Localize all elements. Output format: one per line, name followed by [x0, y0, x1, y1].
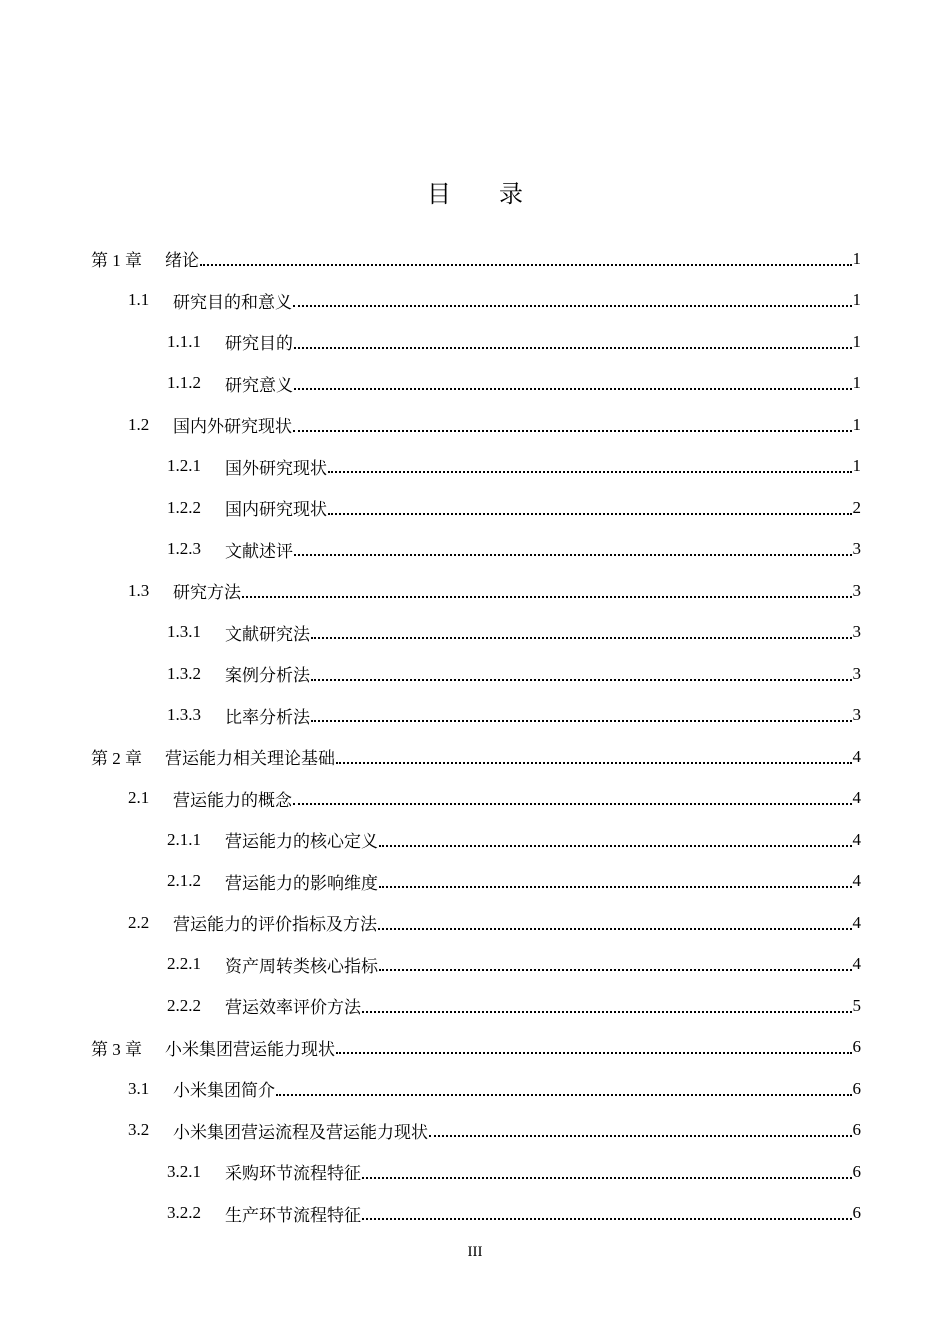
- toc-entry[interactable]: [0, 446, 950, 488]
- toc-entry[interactable]: [0, 363, 950, 405]
- toc-dot-leader: [379, 871, 852, 891]
- toc-entry[interactable]: [0, 1110, 950, 1152]
- toc-dot-leader: [294, 373, 852, 393]
- toc-dot-leader: [311, 664, 852, 684]
- toc-dot-leader: [336, 1037, 852, 1057]
- toc-dot-leader: [294, 539, 852, 559]
- toc-entry[interactable]: [0, 778, 950, 820]
- toc-entry[interactable]: [0, 529, 950, 571]
- toc-entry-title: 国内外研究现状: [173, 417, 292, 437]
- toc-entry-number: 1.2.1: [167, 456, 201, 476]
- toc-dot-leader: [276, 1079, 852, 1099]
- toc-dot-leader: [294, 332, 852, 352]
- toc-entry-title: 营运能力的概念: [173, 790, 292, 810]
- toc-dot-leader: [362, 1162, 852, 1182]
- toc-entry-page: 4: [852, 912, 861, 932]
- toc-entry-title: 比率分析法: [225, 707, 310, 727]
- toc-entry-page: 3: [852, 539, 861, 559]
- toc-entry-title: 研究方法: [173, 583, 241, 603]
- toc-entry-title: 文献研究法: [225, 624, 310, 644]
- toc-entry-title: 国内研究现状: [225, 500, 327, 520]
- toc-entry-page: 4: [852, 746, 861, 766]
- toc-entry[interactable]: [0, 321, 950, 363]
- toc-dot-leader: [379, 830, 852, 850]
- toc-entry[interactable]: [0, 819, 950, 861]
- toc-entry[interactable]: [0, 736, 950, 778]
- toc-entry[interactable]: [0, 1068, 950, 1110]
- toc-entry-title: 营运能力的评价指标及方法: [173, 915, 377, 935]
- toc-dot-leader: [311, 622, 852, 642]
- toc-dot-leader: [293, 788, 852, 808]
- toc-dot-leader: [242, 581, 852, 601]
- toc-entry-number: 2.1: [128, 788, 150, 808]
- toc-entry-page: 6: [852, 1120, 861, 1140]
- toc-entry-title: 国外研究现状: [225, 458, 327, 478]
- toc-entry-number: 1.3.1: [167, 622, 201, 642]
- toc-entry-number: 第 1 章: [91, 251, 142, 271]
- toc-dot-leader: [311, 705, 852, 725]
- toc-entry-title: 研究目的: [225, 334, 293, 354]
- toc-entry-title: 案例分析法: [225, 666, 310, 686]
- toc-entry-page: 1: [852, 290, 861, 310]
- toc-entry[interactable]: [0, 653, 950, 695]
- toc-entry[interactable]: [0, 985, 950, 1027]
- toc-entry-page: 4: [852, 871, 861, 891]
- toc-entry-page: 1: [852, 373, 861, 393]
- toc-entry-page: 6: [852, 1037, 861, 1057]
- toc-entry-number: 1.1.2: [167, 373, 201, 393]
- toc-entry-number: 3.2.2: [167, 1203, 201, 1223]
- toc-dot-leader: [293, 290, 852, 310]
- toc-entry-page: 1: [852, 331, 861, 351]
- toc-dot-leader: [328, 498, 852, 518]
- toc-dot-leader: [362, 1203, 852, 1223]
- toc-entry-number: 1.3: [128, 580, 150, 600]
- toc-entry[interactable]: [0, 487, 950, 529]
- toc-dot-leader: [379, 954, 852, 974]
- toc-entry-number: 1.3.2: [167, 663, 201, 683]
- toc-entry-page: 4: [852, 829, 861, 849]
- toc-entry-number: 3.2: [128, 1120, 150, 1140]
- toc-entry-number: 3.2.1: [167, 1161, 201, 1181]
- toc-dot-leader: [378, 913, 852, 933]
- toc-entry-number: 第 3 章: [91, 1039, 142, 1059]
- toc-entry[interactable]: [0, 902, 950, 944]
- toc-list: [0, 238, 950, 1234]
- toc-dot-leader: [293, 415, 852, 435]
- toc-entry-title: 生产环节流程特征: [225, 1205, 361, 1225]
- toc-dot-leader: [200, 249, 852, 269]
- toc-entry-number: 1.3.3: [167, 705, 201, 725]
- toc-entry-page: 3: [852, 580, 861, 600]
- toc-entry-page: 1: [852, 456, 861, 476]
- toc-entry-number: 2.1.1: [167, 829, 201, 849]
- toc-entry-number: 2.2.1: [167, 954, 201, 974]
- toc-entry-title: 小米集团营运能力现状: [165, 1039, 335, 1060]
- toc-entry[interactable]: [0, 861, 950, 903]
- toc-entry[interactable]: [0, 1151, 950, 1193]
- toc-entry-number: 2.2: [128, 912, 150, 932]
- toc-title: 目录: [427, 180, 571, 208]
- toc-entry[interactable]: [0, 1027, 950, 1069]
- toc-entry-number: 2.1.2: [167, 871, 201, 891]
- toc-entry-title: 小米集团营运流程及营运能力现状: [173, 1122, 428, 1142]
- toc-entry[interactable]: [0, 570, 950, 612]
- toc-entry-page: 1: [852, 414, 861, 434]
- toc-dot-leader: [362, 996, 852, 1016]
- toc-entry[interactable]: [0, 695, 950, 737]
- toc-dot-leader: [429, 1120, 852, 1140]
- toc-entry-page: 6: [852, 1203, 861, 1223]
- toc-entry-page: 6: [852, 1161, 861, 1181]
- toc-entry-title: 营运能力相关理论基础: [165, 749, 335, 770]
- toc-entry[interactable]: [0, 612, 950, 654]
- toc-entry-page: 3: [852, 663, 861, 683]
- toc-dot-leader: [328, 456, 852, 476]
- toc-entry-title: 研究目的和意义: [173, 292, 292, 312]
- toc-entry-title: 绪论: [165, 251, 199, 272]
- toc-entry-page: 3: [852, 622, 861, 642]
- toc-entry-number: 3.1: [128, 1078, 150, 1098]
- toc-entry-page: 4: [852, 954, 861, 974]
- toc-entry[interactable]: [0, 280, 950, 322]
- toc-entry-number: 2.2.2: [167, 995, 201, 1015]
- page-number-footer: III: [467, 1244, 483, 1260]
- toc-dot-leader: [336, 747, 852, 767]
- toc-entry-number: 1.1: [128, 290, 150, 310]
- toc-entry-page: 1: [852, 248, 861, 268]
- toc-entry-title: 资产周转类核心指标: [225, 956, 378, 976]
- toc-entry-page: 2: [852, 497, 861, 517]
- toc-entry-page: 3: [852, 705, 861, 725]
- toc-entry-page: 5: [852, 995, 861, 1015]
- toc-entry[interactable]: [0, 944, 950, 986]
- toc-entry-title: 研究意义: [225, 375, 293, 395]
- toc-entry-title: 营运能力的影响维度: [225, 873, 378, 893]
- toc-entry-number: 1.2: [128, 414, 150, 434]
- toc-entry-number: 第 2 章: [91, 749, 142, 769]
- toc-entry[interactable]: [0, 1193, 950, 1235]
- toc-entry-title: 文献述评: [225, 541, 293, 561]
- toc-entry-number: 1.2.2: [167, 497, 201, 517]
- toc-entry-title: 采购环节流程特征: [225, 1164, 361, 1184]
- toc-entry-title: 营运能力的核心定义: [225, 832, 378, 852]
- toc-entry[interactable]: [0, 238, 950, 280]
- toc-entry-title: 营运效率评价方法: [225, 998, 361, 1018]
- toc-entry[interactable]: [0, 404, 950, 446]
- toc-entry-number: 1.2.3: [167, 539, 201, 559]
- toc-entry-page: 4: [852, 788, 861, 808]
- toc-entry-title: 小米集团简介: [173, 1081, 275, 1101]
- toc-entry-number: 1.1.1: [167, 331, 201, 351]
- toc-entry-page: 6: [852, 1078, 861, 1098]
